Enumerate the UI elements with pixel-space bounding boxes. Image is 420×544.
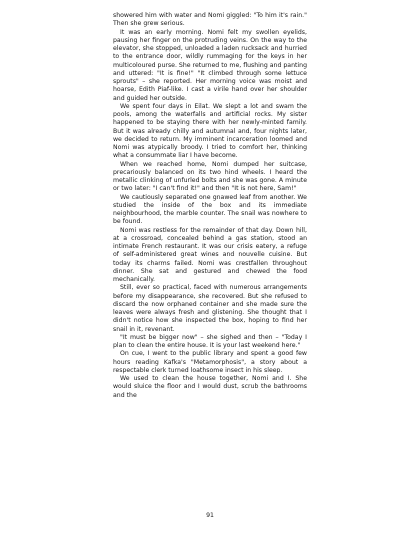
paragraph-7: Still, ever so practical, faced with numerous arrangements before my disappearance, she recovered. But she refused to discard the now orphaned container and she made sure the leaves were always fresh and glistening. She thought that I didn't notice how she inspected the box, hoping to find her snail in it, revenant. <box>113 284 307 333</box>
paragraph-8: "It must be bigger now" – she sighed and then – "Today I plan to clean the entire house. It is your last weekend here." <box>113 333 307 349</box>
body-text <box>113 12 307 400</box>
paragraph-1: showered him with water and Nomi giggled: "To him it's rain." Then she grew serious. <box>113 12 307 28</box>
paragraph-3: We spent four days in Eilat. We slept a lot and swam the pools, among the waterfalls and artificial rocks. My sister happened to be staying there with her newly-minted family. But it was already chilly and autumnal and, four nights later, we decided to return. My imminent incarceration loomed and Nomi was atypically broody. I tried to comfort her, thinking what a consummate liar I have become. <box>113 102 307 160</box>
paragraph-5: We cautiously separated one gnawed leaf from another. We studied the inside of the box and its immediate neighbourhood, the marble counter. The snail was nowhere to be found. <box>113 193 307 226</box>
paragraph-6: Nomi was restless for the remainder of that day. Down hill, at a crossroad, concealed behind a gas station, stood an intimate French restaurant. It was our crisis eatery, a refuge of self-administered great wines and nouvelle cuisine. But today its charms failed. Nomi was crestfallen throughout dinner. She sat and gestured and chewed the food mechanically. <box>113 226 307 283</box>
page-number: 91 <box>206 512 214 519</box>
paragraph-10: We used to clean the house together, Nomi and I. She would sluice the floor and I would dust, scrub the bathrooms and the <box>113 375 307 399</box>
paragraph-2: It was an early morning. Nomi felt my swollen eyelids, pausing her finger on the protruding veins. On the way to the elevator, she stopped, unloaded a laden rucksack and hurried to the entrance door, wildly rummaging for the keys in her multicoloured purse. She returned to me, flushing and panting and uttered: "It is fine!" "It climbed through some lettuce sprouts" – she reported. Her morning voice was moist and hoarse, Edith Piaf-like. I cast a virile hand over her shoulder and guided her outside. <box>113 28 307 102</box>
paragraph-4: When we reached home, Nomi dumped her suitcase, precariously balanced on its two hind wheels. I heard the metallic clinking of unfurled bolts and she was gone. A minute or two later: "I can't find it!" and then "It is not here, Sam!" <box>113 160 307 193</box>
paragraph-9: On cue, I went to the public library and spent a good few hours reading Kafka's "Metamorphosis", a story about a respectable clerk turned loathsome insect in his sleep. <box>113 350 307 374</box>
